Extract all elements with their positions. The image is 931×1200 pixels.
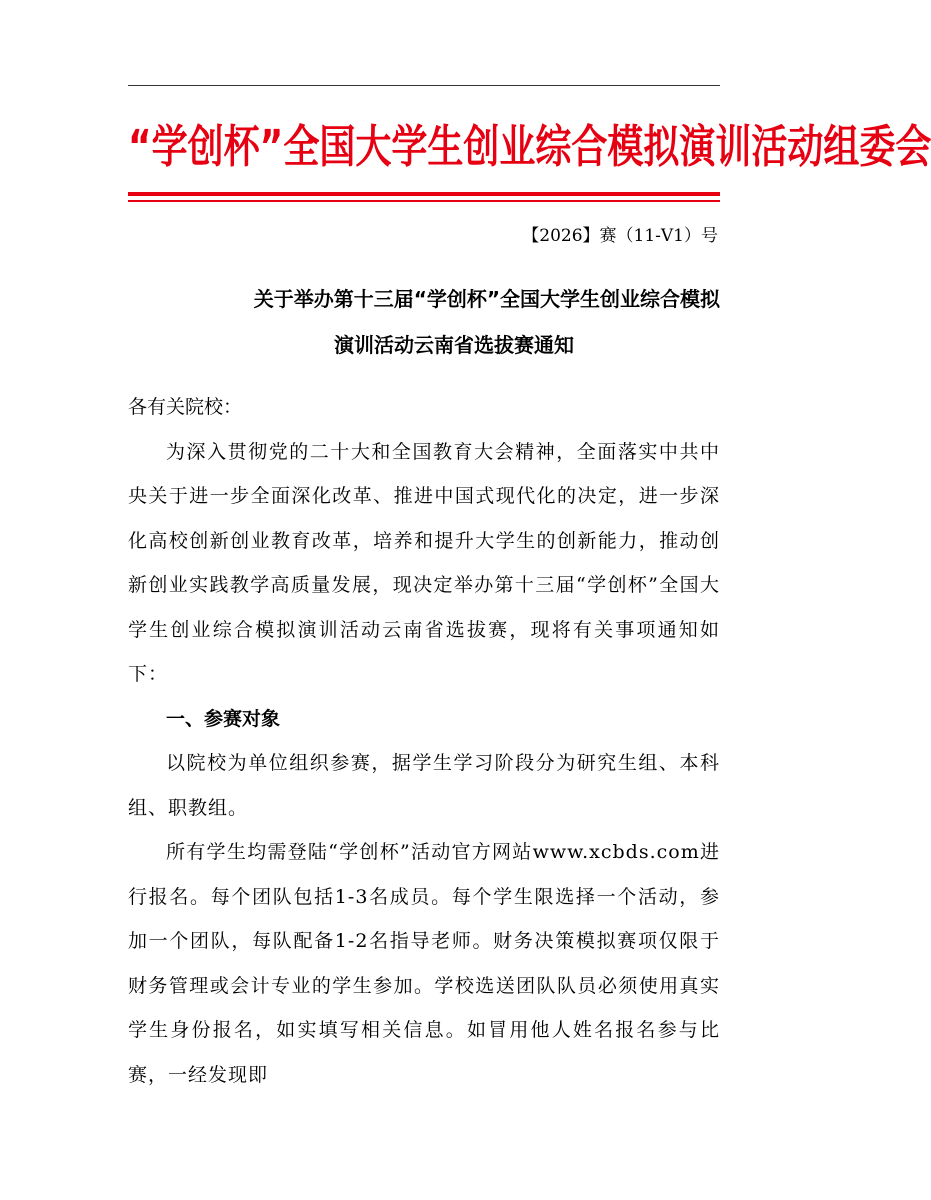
participants-paragraph-2: 所有学生均需登陆“学创杯”活动官方网站www.xcbds.com进行报名。每个团队包括1-3名成员。每个学生限选择一个活动，参加一个团队，每队配备1-2名指导老师。财务决策模拟赛项仅限于财务管理或会计专业的学生参加。学校选送团队队员必须使用真实学生身份报名，如实填写相关信息。如冒用他人姓名报名参与比赛，一经发现即 <box>128 841 720 1086</box>
intro-paragraph: 为深入贯彻党的二十大和全国教育大会精神，全面落实中共中央关于进一步全面深化改革、推进中国式现代化的决定，进一步深化高校创新创业教育改革，培养和提升大学生的创新能力，推动创新创业实践教学高质量发展，现决定举办第十三届“学创杯”全国大学生创业综合模拟演训活动云南省选拔赛，现将有关事项通知如下： <box>128 440 720 685</box>
participants-paragraph-1: 以院校为单位组织参赛，据学生学习阶段分为研究生组、本科组、职教组。 <box>128 752 720 819</box>
red-divider-thick <box>128 192 720 196</box>
document-number: 【2026】赛（11-V1）号 <box>522 226 718 246</box>
salutation: 各有关院校： <box>128 396 243 418</box>
section-heading-participants: 一、参赛对象 <box>166 707 281 730</box>
red-divider-thin <box>128 200 720 202</box>
notice-title <box>128 276 720 368</box>
document-body <box>128 385 720 1097</box>
top-divider <box>128 85 720 86</box>
organization-title: “学创杯”全国大学生创业综合模拟演训活动组委会 <box>128 121 931 173</box>
notice-title-line1: 关于举办第十三届“学创杯”全国大学生创业综合模拟 <box>253 287 720 311</box>
notice-title-line2: 演训活动云南省选拔赛通知 <box>334 333 574 357</box>
